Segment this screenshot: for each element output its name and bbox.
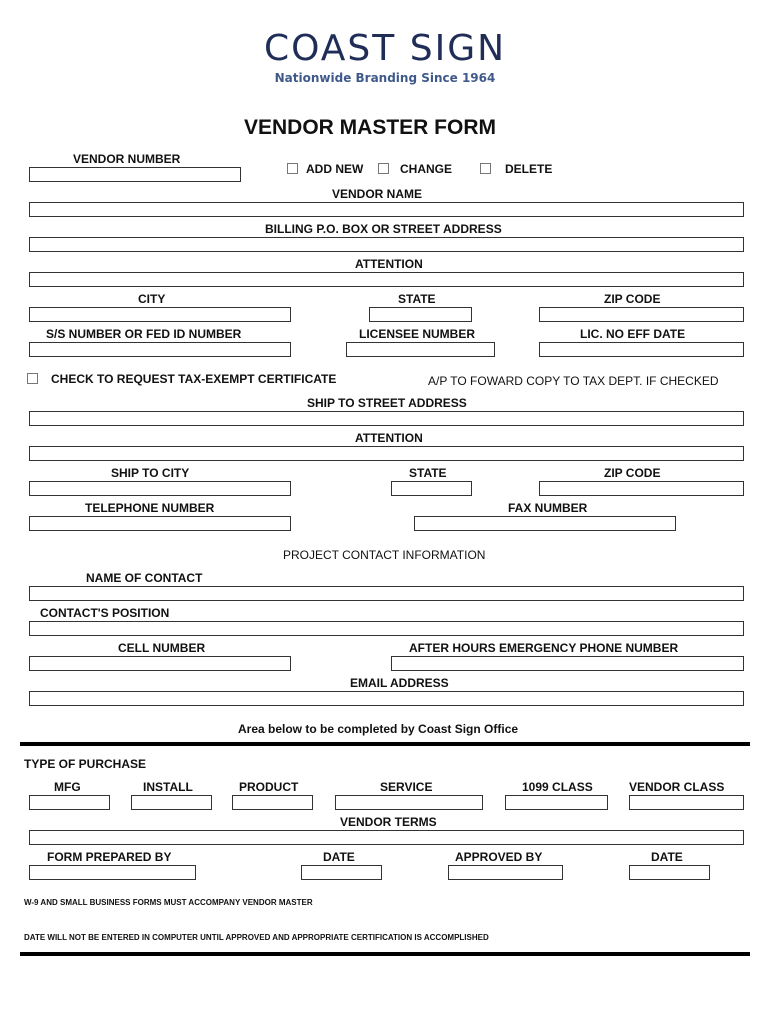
fax-input[interactable] <box>414 516 676 531</box>
class-1099-label: 1099 CLASS <box>522 780 593 794</box>
product-label: PRODUCT <box>239 780 299 794</box>
email-label: EMAIL ADDRESS <box>350 676 449 690</box>
state-input[interactable] <box>369 307 472 322</box>
date-label-1: DATE <box>323 850 355 864</box>
product-input[interactable] <box>232 795 313 810</box>
service-label: SERVICE <box>380 780 433 794</box>
class-1099-input[interactable] <box>505 795 608 810</box>
office-note: Area below to be completed by Coast Sign Office <box>238 722 519 736</box>
contact-position-input[interactable] <box>29 621 744 636</box>
ship-city-label: SHIP TO CITY <box>111 466 190 480</box>
fax-label: FAX NUMBER <box>508 501 588 515</box>
vendor-class-input[interactable] <box>629 795 744 810</box>
tax-exempt-note: A/P TO FOWARD COPY TO TAX DEPT. IF CHECKED <box>428 374 719 388</box>
type-of-purchase-label: TYPE OF PURCHASE <box>24 757 147 771</box>
ship-attention-input[interactable] <box>29 446 744 461</box>
billing-address-input[interactable] <box>29 237 744 252</box>
add-new-label: ADD NEW <box>306 162 364 176</box>
change-checkbox[interactable] <box>378 163 389 174</box>
change-label: CHANGE <box>400 162 453 176</box>
add-new-checkbox[interactable] <box>287 163 298 174</box>
ship-address-input[interactable] <box>29 411 744 426</box>
tax-exempt-checkbox[interactable] <box>27 373 38 384</box>
project-contact-heading: PROJECT CONTACT INFORMATION <box>283 548 486 562</box>
date-input-1[interactable] <box>301 865 382 880</box>
delete-label: DELETE <box>505 162 553 176</box>
vendor-number-label: VENDOR NUMBER <box>73 152 181 166</box>
ship-zip-label: ZIP CODE <box>604 466 661 480</box>
footer-note-w9: W-9 AND SMALL BUSINESS FORMS MUST ACCOMPANY VENDOR MASTER <box>24 898 313 907</box>
city-label: CITY <box>138 292 166 306</box>
prepared-by-input[interactable] <box>29 865 196 880</box>
contact-name-input[interactable] <box>29 586 744 601</box>
company-logo: COAST SIGN <box>263 28 507 69</box>
tax-exempt-label: CHECK TO REQUEST TAX-EXEMPT CERTIFICATE <box>51 372 337 386</box>
mfg-label: MFG <box>54 780 81 794</box>
after-hours-label: AFTER HOURS EMERGENCY PHONE NUMBER <box>409 641 679 655</box>
approved-by-label: APPROVED BY <box>455 850 543 864</box>
contact-position-label: CONTACT'S POSITION <box>40 606 170 620</box>
section-divider-top <box>20 742 750 746</box>
prepared-by-label: FORM PREPARED BY <box>47 850 172 864</box>
zip-label: ZIP CODE <box>604 292 661 306</box>
vendor-terms-input[interactable] <box>29 830 744 845</box>
vendor-number-input[interactable] <box>29 167 241 182</box>
lic-eff-date-input[interactable] <box>539 342 744 357</box>
company-tagline: Nationwide Branding Since 1964 <box>274 71 496 85</box>
approved-by-input[interactable] <box>448 865 563 880</box>
ship-state-label: STATE <box>409 466 447 480</box>
ship-attention-label: ATTENTION <box>355 431 423 445</box>
fed-id-label: S/S NUMBER OR FED ID NUMBER <box>46 327 242 341</box>
attention-input[interactable] <box>29 272 744 287</box>
section-divider-bottom <box>20 952 750 956</box>
after-hours-input[interactable] <box>391 656 744 671</box>
vendor-class-label: VENDOR CLASS <box>629 780 725 794</box>
licensee-input[interactable] <box>346 342 495 357</box>
ship-address-label: SHIP TO STREET ADDRESS <box>307 396 467 410</box>
telephone-input[interactable] <box>29 516 291 531</box>
date-input-2[interactable] <box>629 865 710 880</box>
state-label: STATE <box>398 292 436 306</box>
footer-note-approval: DATE WILL NOT BE ENTERED IN COMPUTER UNTIL APPROVED AND APPROPRIATE CERTIFICATION IS ACCOMPLISHED <box>24 933 489 942</box>
install-input[interactable] <box>131 795 212 810</box>
contact-name-label: NAME OF CONTACT <box>86 571 203 585</box>
mfg-input[interactable] <box>29 795 110 810</box>
lic-eff-date-label: LIC. NO EFF DATE <box>580 327 686 341</box>
email-input[interactable] <box>29 691 744 706</box>
city-input[interactable] <box>29 307 291 322</box>
ship-city-input[interactable] <box>29 481 291 496</box>
service-input[interactable] <box>335 795 483 810</box>
delete-checkbox[interactable] <box>480 163 491 174</box>
ship-state-input[interactable] <box>391 481 472 496</box>
cell-number-label: CELL NUMBER <box>118 641 206 655</box>
cell-number-input[interactable] <box>29 656 291 671</box>
vendor-terms-label: VENDOR TERMS <box>340 815 437 829</box>
form-title: VENDOR MASTER FORM <box>244 116 496 139</box>
install-label: INSTALL <box>143 780 193 794</box>
ship-zip-input[interactable] <box>539 481 744 496</box>
telephone-label: TELEPHONE NUMBER <box>85 501 215 515</box>
date-label-2: DATE <box>651 850 683 864</box>
licensee-label: LICENSEE NUMBER <box>359 327 476 341</box>
fed-id-input[interactable] <box>29 342 291 357</box>
vendor-name-input[interactable] <box>29 202 744 217</box>
vendor-name-label: VENDOR NAME <box>332 187 423 201</box>
billing-address-label: BILLING P.O. BOX OR STREET ADDRESS <box>265 222 502 236</box>
attention-label: ATTENTION <box>355 257 423 271</box>
zip-input[interactable] <box>539 307 744 322</box>
